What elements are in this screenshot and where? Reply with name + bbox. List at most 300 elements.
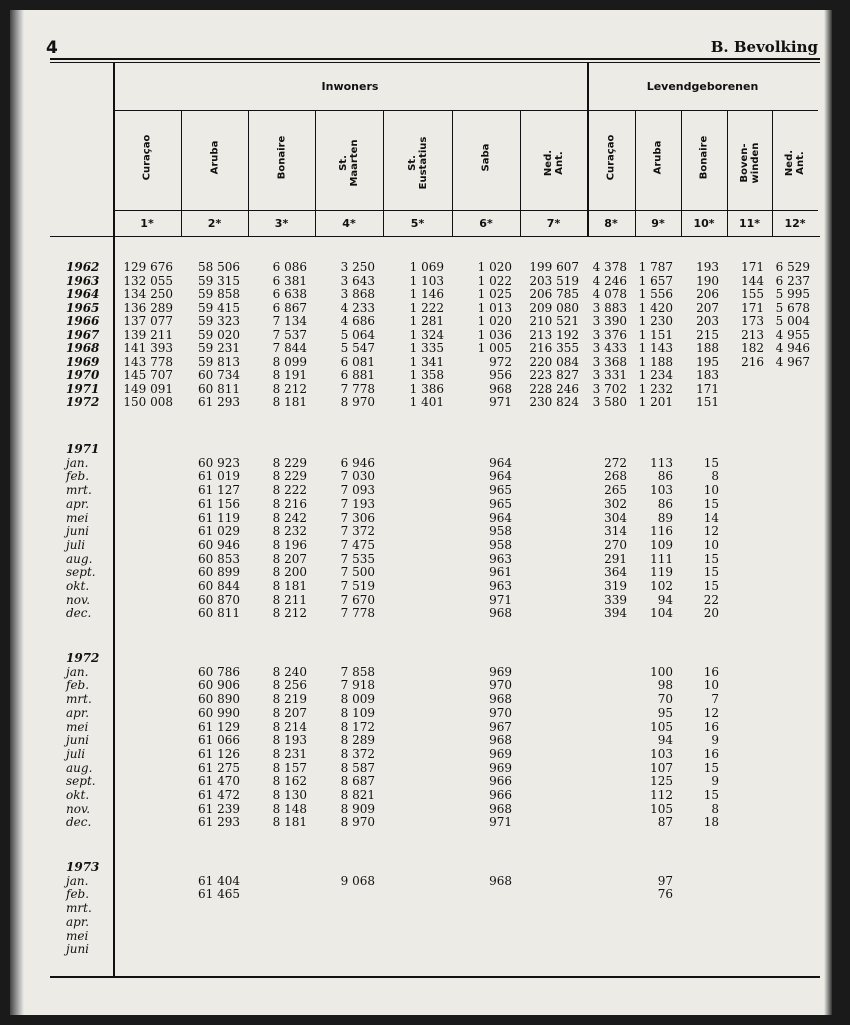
table-cell: 1 020 xyxy=(477,260,512,274)
table-cell: 70 xyxy=(657,692,673,707)
table-cell: 220 084 xyxy=(529,354,579,369)
table-cell: 171 xyxy=(696,381,719,396)
month-label: sept. xyxy=(66,565,96,580)
table-cell: 6 638 xyxy=(272,287,307,301)
table-cell: 59 020 xyxy=(198,327,240,342)
table-cell: 136 289 xyxy=(123,300,173,315)
row-label: 1968 xyxy=(66,341,100,355)
table-cell: 965 xyxy=(489,496,512,511)
table-cell: 60 946 xyxy=(198,537,240,552)
table-cell: 6 081 xyxy=(340,354,375,369)
month-label: juni xyxy=(66,733,90,748)
table-cell: 7 778 xyxy=(340,381,375,396)
column-number-5: 5* xyxy=(410,217,425,230)
table-cell: 8 181 xyxy=(272,579,307,593)
table-cell: 59 858 xyxy=(198,287,240,301)
table-cell: 4 246 xyxy=(592,273,627,288)
table-cell: 173 xyxy=(741,314,764,328)
table-cell: 1 069 xyxy=(409,260,444,274)
column-number-3: 3* xyxy=(274,217,289,230)
table-cell: 8 172 xyxy=(340,719,375,734)
column-header-9: Aruba xyxy=(652,140,664,175)
table-cell: 8 242 xyxy=(272,510,307,525)
table-cell: 8 232 xyxy=(272,524,307,539)
table-cell: 15 xyxy=(703,788,719,802)
table-cell: 193 xyxy=(696,260,719,274)
table-cell: 171 xyxy=(741,300,764,315)
table-cell: 972 xyxy=(489,354,512,369)
table-cell: 15 xyxy=(703,565,719,580)
table-cell: 61 126 xyxy=(198,746,240,761)
table-cell: 963 xyxy=(489,579,512,593)
table-cell: 8 099 xyxy=(272,354,307,369)
table-cell: 104 xyxy=(650,606,673,621)
table-cell: 16 xyxy=(703,746,719,761)
month-label: aug. xyxy=(66,551,93,566)
table-cell: 7 918 xyxy=(340,678,375,693)
table-cell: 10 xyxy=(703,537,719,552)
table-cell: 103 xyxy=(650,746,673,761)
month-label: jan. xyxy=(66,873,89,888)
table-cell: 137 077 xyxy=(123,314,173,328)
table-cell: 8 109 xyxy=(340,705,375,720)
table-cell: 1 787 xyxy=(638,260,673,274)
month-label: mrt. xyxy=(66,692,92,707)
table-cell: 966 xyxy=(489,774,512,789)
table-cell: 969 xyxy=(489,746,512,761)
table-cell: 76 xyxy=(657,887,673,902)
table-cell: 98 xyxy=(657,678,673,693)
table-cell: 968 xyxy=(489,733,512,748)
table-cell: 7 xyxy=(711,692,719,707)
month-label: mrt. xyxy=(66,483,92,498)
table-cell: 8 212 xyxy=(272,381,307,396)
table-cell: 5 678 xyxy=(775,300,810,315)
table-cell: 107 xyxy=(650,760,673,775)
column-header-6: Saba xyxy=(480,143,492,172)
block-year-label: 1973 xyxy=(66,860,100,874)
table-cell: 8 196 xyxy=(272,537,307,552)
table-cell: 213 xyxy=(741,327,764,342)
table-cell: 1 188 xyxy=(638,354,673,369)
table-cell: 7 030 xyxy=(340,469,375,484)
column-number-10: 10* xyxy=(693,217,715,230)
table-cell: 968 xyxy=(489,801,512,816)
table-cell: 968 xyxy=(489,381,512,396)
table-cell: 967 xyxy=(489,719,512,734)
table-cell: 7 858 xyxy=(340,664,375,679)
table-cell: 1 401 xyxy=(409,395,444,409)
table-cell: 10 xyxy=(703,678,719,693)
table-cell: 970 xyxy=(489,705,512,720)
table-cell: 139 211 xyxy=(123,327,173,342)
table-cell: 60 811 xyxy=(198,381,240,396)
column-number-2: 2* xyxy=(207,217,222,230)
column-header-11: Boven- winden xyxy=(738,142,761,184)
table-cell: 8 909 xyxy=(340,801,375,816)
table-cell: 8 289 xyxy=(340,733,375,748)
month-label: mei xyxy=(66,510,89,525)
table-cell: 6 086 xyxy=(272,260,307,274)
table-cell: 1 022 xyxy=(477,273,512,288)
table-cell: 1 103 xyxy=(409,273,444,288)
month-label: juni xyxy=(66,942,90,957)
table-cell: 8 219 xyxy=(272,692,307,707)
block-year-label: 1971 xyxy=(66,442,100,456)
table-cell: 12 xyxy=(703,524,719,539)
table-cell: 171 xyxy=(741,260,764,274)
table-cell: 119 xyxy=(650,565,673,580)
table-cell: 22 xyxy=(703,592,719,607)
table-cell: 1 143 xyxy=(638,341,673,355)
table-cell: 968 xyxy=(489,873,512,888)
table-cell: 268 xyxy=(604,469,627,484)
table-cell: 364 xyxy=(604,565,627,580)
table-cell: 7 535 xyxy=(340,551,375,566)
table-cell: 15 xyxy=(703,455,719,470)
table-cell: 61 472 xyxy=(198,788,240,802)
table-cell: 113 xyxy=(650,455,673,470)
group-header-levendgeborenen: Levendgeborenen xyxy=(646,80,759,93)
table-cell: 8 212 xyxy=(272,606,307,621)
table-cell: 59 231 xyxy=(198,341,240,355)
table-cell: 59 813 xyxy=(198,354,240,369)
table-cell: 1 556 xyxy=(638,287,673,301)
block-year-label: 1972 xyxy=(66,651,100,665)
table-cell: 5 995 xyxy=(775,287,810,301)
table-cell: 1 358 xyxy=(409,368,444,382)
table-cell: 8 148 xyxy=(272,801,307,816)
table-cell: 956 xyxy=(489,368,512,382)
table-cell: 4 686 xyxy=(340,314,375,328)
table-cell: 60 811 xyxy=(198,606,240,621)
table-cell: 1 146 xyxy=(409,287,444,301)
table-cell: 1 151 xyxy=(638,327,673,342)
table-cell: 207 xyxy=(696,300,719,315)
table-cell: 15 xyxy=(703,551,719,566)
table-cell: 966 xyxy=(489,788,512,802)
month-label: juli xyxy=(66,537,86,552)
table-cell: 155 xyxy=(741,287,764,301)
table-cell: 270 xyxy=(604,537,627,552)
table-cell: 1 281 xyxy=(409,314,444,328)
table-cell: 16 xyxy=(703,664,719,679)
table-cell: 8 200 xyxy=(272,565,307,580)
table-cell: 3 250 xyxy=(340,260,375,274)
header-rule xyxy=(113,210,818,211)
table-cell: 60 899 xyxy=(198,565,240,580)
table-cell: 59 415 xyxy=(198,300,240,315)
table-cell: 58 506 xyxy=(198,260,240,274)
table-cell: 8 229 xyxy=(272,469,307,484)
column-header-7: Ned. Ant. xyxy=(542,149,565,177)
table-cell: 3 868 xyxy=(340,287,375,301)
table-cell: 8 970 xyxy=(340,395,375,409)
table-cell: 209 080 xyxy=(529,300,579,315)
table-cell: 87 xyxy=(657,815,673,830)
column-number-8: 8* xyxy=(604,217,618,230)
table-cell: 61 019 xyxy=(198,469,240,484)
table-cell: 216 xyxy=(741,354,764,369)
table-cell: 961 xyxy=(489,565,512,580)
table-cell: 182 xyxy=(741,341,764,355)
table-cell: 8 009 xyxy=(340,692,375,707)
table-cell: 112 xyxy=(650,788,673,802)
column-header-2: Aruba xyxy=(209,140,220,175)
table-cell: 319 xyxy=(604,579,627,593)
table-cell: 1 013 xyxy=(477,300,512,315)
table-cell: 228 246 xyxy=(529,381,579,396)
table-cell: 3 368 xyxy=(592,354,627,369)
table-cell: 60 853 xyxy=(198,551,240,566)
table-cell: 60 990 xyxy=(198,705,240,720)
column-number-7: 7* xyxy=(546,217,561,230)
table-cell: 125 xyxy=(650,774,673,789)
table-cell: 215 xyxy=(696,327,719,342)
table-cell: 6 946 xyxy=(340,455,375,470)
table-cell: 109 xyxy=(650,537,673,552)
table-cell: 6 237 xyxy=(775,273,810,288)
table-cell: 60 906 xyxy=(198,678,240,693)
month-label: juli xyxy=(66,746,86,761)
column-header-12: Ned. Ant. xyxy=(784,149,806,177)
table-cell: 302 xyxy=(604,496,627,511)
table-cell: 150 008 xyxy=(123,395,173,409)
row-label: 1962 xyxy=(66,260,100,274)
table-cell: 8 207 xyxy=(272,551,307,566)
column-number-1: 1* xyxy=(140,217,154,230)
table-cell: 1 234 xyxy=(638,368,673,382)
table-cell: 970 xyxy=(489,678,512,693)
table-cell: 141 393 xyxy=(123,341,173,355)
table-cell: 8 587 xyxy=(340,760,375,775)
table-cell: 8 xyxy=(711,801,719,816)
table-cell: 8 687 xyxy=(340,774,375,789)
table-cell: 20 xyxy=(703,606,719,621)
table-cell: 8 181 xyxy=(272,815,307,830)
table-cell: 958 xyxy=(489,524,512,539)
table-cell: 3 883 xyxy=(592,300,627,315)
table-cell: 199 607 xyxy=(529,260,579,274)
group-rule xyxy=(113,110,818,111)
table-cell: 61 129 xyxy=(198,719,240,734)
table-cell: 60 844 xyxy=(198,579,240,593)
table-cell: 129 676 xyxy=(123,260,173,274)
table-cell: 971 xyxy=(489,592,512,607)
month-label: mei xyxy=(66,719,89,734)
table-cell: 9 068 xyxy=(340,873,375,888)
table-cell: 97 xyxy=(657,873,673,888)
table-cell: 61 029 xyxy=(198,524,240,539)
table-cell: 7 093 xyxy=(340,483,375,498)
row-label: 1969 xyxy=(66,354,100,369)
table-cell: 5 004 xyxy=(775,314,810,328)
table-cell: 111 xyxy=(650,551,673,566)
table-cell: 1 232 xyxy=(638,381,673,396)
row-label: 1965 xyxy=(66,300,100,315)
table-cell: 143 778 xyxy=(123,354,173,369)
table-cell: 5 064 xyxy=(340,327,375,342)
stub-rule xyxy=(113,62,115,976)
table-cell: 1 036 xyxy=(477,327,512,342)
table-cell: 61 119 xyxy=(198,510,240,525)
table-cell: 4 967 xyxy=(775,354,810,369)
table-cell: 210 521 xyxy=(529,314,579,328)
table-cell: 8 191 xyxy=(272,368,307,382)
table-cell: 61 066 xyxy=(198,733,240,748)
table-cell: 3 643 xyxy=(340,273,375,288)
table-cell: 3 331 xyxy=(592,368,627,382)
table-cell: 969 xyxy=(489,760,512,775)
month-label: apr. xyxy=(66,496,90,511)
row-label: 1970 xyxy=(66,368,100,382)
column-number-4: 4* xyxy=(342,217,356,230)
table-cell: 8 214 xyxy=(272,719,307,734)
table-cell: 103 xyxy=(650,483,673,498)
table-cell: 60 890 xyxy=(198,692,240,707)
table-cell: 969 xyxy=(489,664,512,679)
column-number-rule xyxy=(50,236,820,237)
document-page xyxy=(10,10,832,1015)
table-cell: 1 324 xyxy=(409,327,444,342)
table-cell: 61 127 xyxy=(198,483,240,498)
table-cell: 7 193 xyxy=(340,496,375,511)
table-cell: 188 xyxy=(696,341,719,355)
column-number-11: 11* xyxy=(738,217,761,230)
table-cell: 61 465 xyxy=(198,887,240,902)
top-rule xyxy=(50,58,820,60)
table-cell: 145 707 xyxy=(123,368,173,382)
table-cell: 190 xyxy=(696,273,719,288)
table-cell: 102 xyxy=(650,579,673,593)
table-cell: 132 055 xyxy=(123,273,173,288)
table-cell: 968 xyxy=(489,606,512,621)
month-label: jan. xyxy=(66,664,89,679)
table-cell: 8 xyxy=(711,469,719,484)
table-cell: 86 xyxy=(657,496,673,511)
table-cell: 3 702 xyxy=(592,381,627,396)
section-title: B. Bevolking xyxy=(710,38,818,56)
table-cell: 61 275 xyxy=(198,760,240,775)
table-cell: 116 xyxy=(650,524,673,539)
table-cell: 7 372 xyxy=(340,524,375,539)
month-label: feb. xyxy=(66,469,90,484)
table-cell: 8 240 xyxy=(272,664,307,679)
table-cell: 8 231 xyxy=(272,746,307,761)
table-cell: 8 372 xyxy=(340,746,375,761)
table-cell: 6 381 xyxy=(272,273,307,288)
table-cell: 3 390 xyxy=(592,314,627,328)
table-cell: 8 256 xyxy=(272,678,307,693)
column-header-4: St. Maarten xyxy=(338,139,360,187)
table-cell: 6 867 xyxy=(272,300,307,315)
table-cell: 958 xyxy=(489,537,512,552)
table-cell: 3 376 xyxy=(592,327,627,342)
table-cell: 1 025 xyxy=(477,287,512,301)
table-cell: 203 519 xyxy=(529,273,579,288)
table-cell: 105 xyxy=(650,801,673,816)
table-cell: 8 222 xyxy=(272,483,307,498)
group-header-inwoners: Inwoners xyxy=(321,80,379,93)
table-cell: 6 529 xyxy=(775,260,810,274)
row-label: 1967 xyxy=(66,327,100,342)
month-label: mei xyxy=(66,928,89,943)
table-cell: 1 222 xyxy=(409,300,444,315)
table-cell: 100 xyxy=(650,664,673,679)
table-cell: 60 923 xyxy=(198,455,240,470)
table-cell: 4 078 xyxy=(592,287,627,301)
table-cell: 7 537 xyxy=(272,327,307,342)
column-header-5: St. Eustatius xyxy=(406,136,429,190)
column-number-12: 12* xyxy=(784,217,806,230)
table-cell: 7 475 xyxy=(340,537,375,552)
table-cell: 61 293 xyxy=(198,815,240,830)
column-header-8: Curaçao xyxy=(605,134,617,181)
row-label: 1964 xyxy=(66,287,100,301)
table-cell: 964 xyxy=(489,455,512,470)
table-cell: 9 xyxy=(711,733,719,748)
table-cell: 8 211 xyxy=(272,592,307,607)
month-label: apr. xyxy=(66,705,90,720)
table-cell: 265 xyxy=(604,483,627,498)
table-cell: 1 335 xyxy=(409,341,444,355)
table-cell: 15 xyxy=(703,496,719,511)
month-label: dec. xyxy=(66,815,92,830)
table-cell: 1 020 xyxy=(477,314,512,328)
table-cell: 144 xyxy=(741,273,764,288)
table-cell: 968 xyxy=(489,692,512,707)
table-cell: 12 xyxy=(703,705,719,720)
table-cell: 7 670 xyxy=(340,592,375,607)
column-header-1: Curaçao xyxy=(141,134,153,181)
table-cell: 8 821 xyxy=(340,788,375,802)
table-cell: 8 162 xyxy=(272,774,307,789)
table-cell: 8 229 xyxy=(272,455,307,470)
table-cell: 230 824 xyxy=(529,395,579,409)
month-label: dec. xyxy=(66,606,92,621)
table-cell: 95 xyxy=(657,705,673,720)
month-label: feb. xyxy=(66,678,90,693)
table-cell: 216 355 xyxy=(529,341,579,355)
table-cell: 1 657 xyxy=(638,273,673,288)
table-cell: 971 xyxy=(489,815,512,830)
table-cell: 206 xyxy=(696,287,719,301)
table-cell: 183 xyxy=(696,368,719,382)
table-cell: 151 xyxy=(696,395,719,409)
table-cell: 7 500 xyxy=(340,565,375,580)
table-cell: 8 207 xyxy=(272,705,307,720)
table-cell: 964 xyxy=(489,510,512,525)
table-cell: 16 xyxy=(703,719,719,734)
bottom-rule xyxy=(50,976,820,978)
table-cell: 61 293 xyxy=(198,395,240,409)
table-cell: 291 xyxy=(604,551,627,566)
table-cell: 18 xyxy=(703,815,719,830)
month-label: okt. xyxy=(66,579,90,593)
table-cell: 149 091 xyxy=(123,381,173,396)
table-cell: 1 420 xyxy=(638,300,673,315)
table-cell: 15 xyxy=(703,760,719,775)
table-cell: 963 xyxy=(489,551,512,566)
month-label: apr. xyxy=(66,914,90,929)
month-label: okt. xyxy=(66,788,90,802)
table-cell: 105 xyxy=(650,719,673,734)
table-cell: 61 404 xyxy=(198,873,240,888)
table-cell: 6 881 xyxy=(340,368,375,382)
column-header-10: Bonaire xyxy=(698,135,710,180)
table-cell: 203 xyxy=(696,314,719,328)
table-cell: 14 xyxy=(703,510,719,525)
